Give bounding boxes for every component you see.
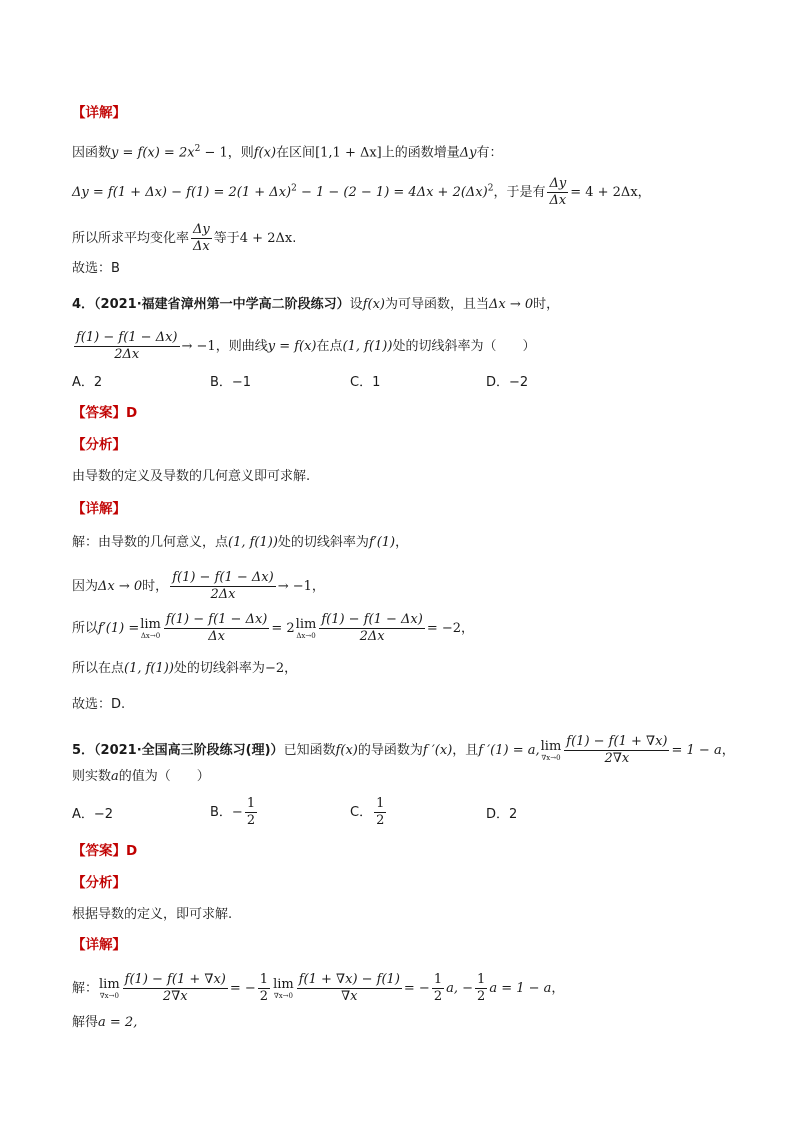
q5-detail-1: 解： lim ∇x→0 $\frac{f(1) - f(1 + \nabla x)}{2\nabla x}$ = − $\frac{1}{2}$ lim ∇x→0 $\frac{f(1 + \nabla x) - f(1)}{\nabla x}$ = − $\frac{1}{2}$ a, − $\frac{1}{2}$ a = 1 − a， <box>72 972 565 1004</box>
fraction: $\frac{f(1) - f(1 - \Delta x)}{\Delta x}$ <box>165 612 268 644</box>
fraction: $\frac{f(1) - f(1 + \nabla x)}{2\nabla x}$ <box>124 972 226 1004</box>
q4-option-b[interactable]: B．−1 <box>210 375 252 390</box>
limit: lim Δx→0 <box>295 616 317 640</box>
document-page <box>72 0 735 1123</box>
q5-analysis: 根据导数的定义，即可求解. <box>72 907 233 922</box>
fraction: $\frac{f(1) - f(1 - \Delta x)}{2\Delta x}$ <box>172 570 274 602</box>
q5-option-d[interactable]: D．2 <box>486 807 518 822</box>
question-5-stem-2: 则实数a的值为（ ） <box>72 769 210 784</box>
q4-detail-label: 【详解】 <box>72 501 126 517</box>
question-5-stem: 5．（2021·全国高三阶段练习(理)）已知函数f(x)的导函数为f ′(x)，且f ′(1) = a, lim ∇x→0 $\frac{f(1) - f(1 + \nabla x)}{2\nabla x}$ = 1 − a， <box>72 734 735 766</box>
q5-detail-2: 解得a = 2, <box>72 1015 138 1030</box>
fraction: $\frac{1}{2}$ <box>259 972 269 1004</box>
fraction: $\frac{f(1) - f(1 + \nabla x)}{2\nabla x}$ <box>566 734 668 766</box>
choice-line: 故选：B <box>72 261 120 276</box>
limit: lim ∇x→0 <box>99 976 120 1000</box>
q5-option-b[interactable]: B．− $\frac{1}{2}$ <box>210 796 256 828</box>
fraction: $\frac{\Delta y}{\Delta x}$ <box>193 222 210 254</box>
fraction: $\frac{f(1) - f(1 - \Delta x)}{2\Delta x}$ <box>76 330 178 362</box>
q4-choice: 故选：D. <box>72 697 126 712</box>
q5-option-a[interactable]: A．−2 <box>72 807 114 822</box>
q4-analysis-label: 【分析】 <box>72 437 126 453</box>
fraction: $\frac{1}{2}$ <box>433 972 443 1004</box>
q5-detail-label: 【详解】 <box>72 937 126 953</box>
limit: lim ∇x→0 <box>273 976 294 1000</box>
detail-line-3: 所以所求平均变化率 $\frac{\Delta y}{\Delta x}$ 等于4 + 2Δx. <box>72 222 297 254</box>
fraction: $\frac{\Delta y}{\Delta x}$ <box>549 176 567 208</box>
q4-option-a[interactable]: A．2 <box>72 375 103 390</box>
limit: lim ∇x→0 <box>540 738 562 762</box>
fraction: $\frac{f(1 + \nabla x) - f(1)}{\nabla x}$ <box>298 972 400 1004</box>
fraction: $\frac{1}{2}$ <box>376 796 385 828</box>
detail-label: 【详解】 <box>72 105 126 121</box>
fraction: $\frac{1}{2}$ <box>477 972 486 1004</box>
question-4-stem: 4．（2021·福建省漳州第一中学高二阶段练习）设f(x)为可导函数，且当Δx → 0时， <box>72 297 560 312</box>
question-4-stem-2: $\frac{f(1) - f(1 - \Delta x)}{2\Delta x}$ → −1，则曲线y = f(x)在点(1, f(1))处的切线斜率为（ ） <box>76 330 536 362</box>
fraction: $\frac{f(1) - f(1 - \Delta x)}{2\Delta x}$ <box>321 612 423 644</box>
q4-option-d[interactable]: D．−2 <box>486 375 529 390</box>
q4-option-c[interactable]: C．1 <box>350 375 381 390</box>
q4-detail-3: 所以f′(1) = lim Δx→0 $\frac{f(1) - f(1 - \Delta x)}{\Delta x}$ = 2 lim Δx→0 $\frac{f(1) - f(1 - \Delta x)}{2\Delta x}$ = −2， <box>72 612 475 644</box>
limit: lim Δx→0 <box>140 616 161 640</box>
q4-detail-2: 因为Δx → 0时， $\frac{f(1) - f(1 - \Delta x)}{2\Delta x}$ → −1， <box>72 570 325 602</box>
q5-analysis-label: 【分析】 <box>72 875 126 891</box>
q4-answer: 【答案】D <box>72 405 138 421</box>
fraction: $\frac{1}{2}$ <box>246 796 256 828</box>
q4-analysis: 由导数的定义及导数的几何意义即可求解. <box>72 469 311 484</box>
q5-answer: 【答案】D <box>72 843 138 859</box>
q4-detail-4: 所以在点(1, f(1))处的切线斜率为−2， <box>72 661 298 676</box>
q4-detail-1: 解：由导数的几何意义，点(1, f(1))处的切线斜率为f′(1)， <box>72 535 409 550</box>
detail-line-2: $\Delta y = f(1 + \Delta x) - f(1) = 2(1 + \Delta x)^2 - 1 - (2 - 1) = 4\Delta x + 2(\Delta x)^2$，于是有 $\frac{\Delta y}{\Delta x}$ = 4 + 2Δx， <box>72 176 651 208</box>
q5-option-c[interactable]: C． $\frac{1}{2}$ <box>350 796 385 828</box>
detail-line-1: 因函数$y = f(x) = 2x^2 - 1$，则f(x)在区间[1,1 + Δx]上的函数增量Δy有： <box>72 144 503 161</box>
